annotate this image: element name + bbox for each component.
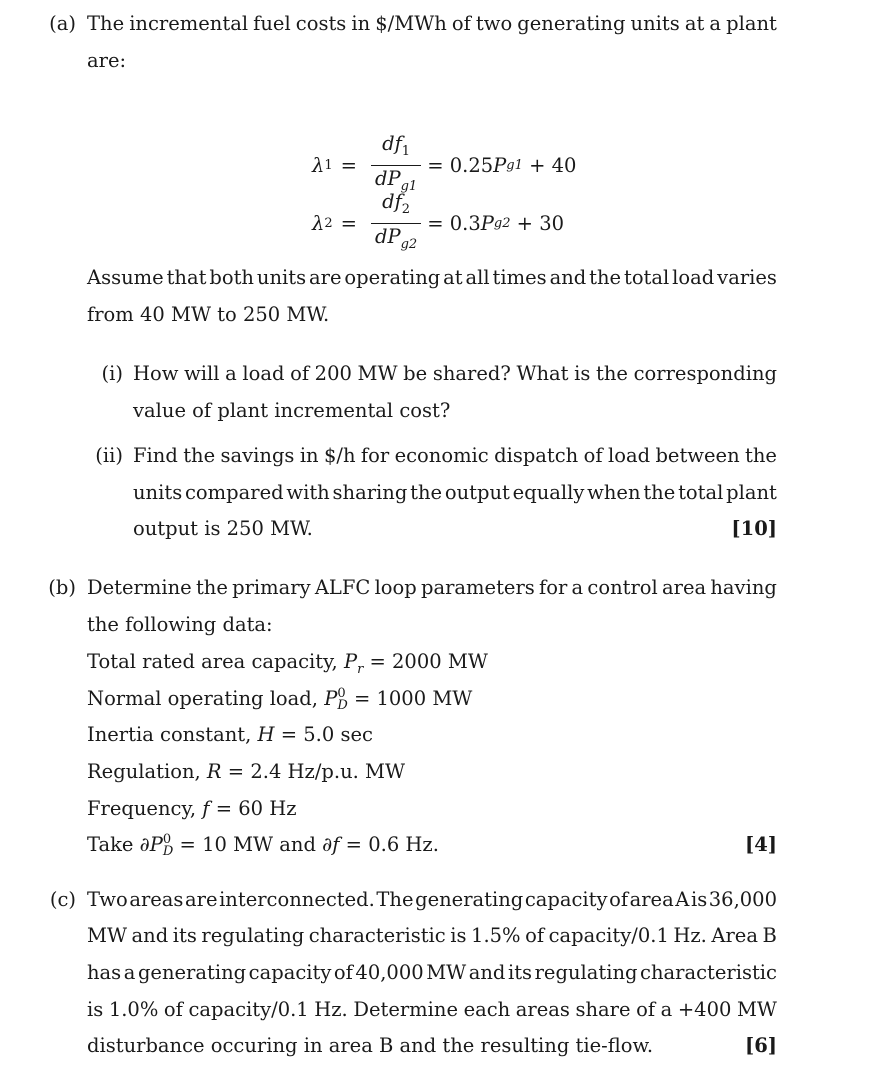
word: total — [678, 481, 724, 504]
word: characteristic — [640, 961, 777, 984]
word: MW — [736, 998, 777, 1021]
word: is — [690, 888, 708, 911]
part-b-label: (b) — [48, 576, 76, 599]
word: generating — [517, 12, 626, 35]
part-a-intro-line1 — [87, 12, 777, 35]
word: between — [655, 444, 740, 467]
part-a-assume-line2: from 40 MW to 250 MW. — [87, 303, 330, 326]
word: savings — [220, 444, 295, 467]
load-sub: D — [337, 697, 348, 713]
word: economic — [394, 444, 489, 467]
word: plant — [726, 12, 777, 35]
part-c-line4 — [87, 998, 777, 1021]
regulation-var: R — [206, 760, 222, 783]
word: a — [225, 362, 237, 385]
part-c-line1 — [87, 888, 777, 911]
eq1-equals: = — [340, 153, 357, 177]
take-var-p: P — [149, 833, 163, 856]
eq2-denominator: dP — [374, 224, 401, 248]
word: area — [662, 576, 707, 599]
word: that — [166, 266, 207, 289]
word: units — [630, 12, 680, 35]
word: regulating — [201, 924, 305, 947]
inertia-text: Inertia constant, — [87, 723, 252, 746]
word: load — [242, 362, 285, 385]
word: Assume — [87, 266, 164, 289]
word: its — [507, 961, 533, 984]
word: at — [684, 12, 705, 35]
word: The — [376, 888, 414, 911]
word: area — [629, 888, 674, 911]
word: 200 — [314, 362, 352, 385]
word: in — [351, 12, 371, 35]
word: incremental — [129, 12, 249, 35]
part-b-take — [87, 833, 439, 858]
word: are — [309, 266, 342, 289]
word: of — [163, 998, 183, 1021]
word: shared? — [432, 362, 511, 385]
word: characteristic — [308, 924, 446, 947]
word: at — [443, 266, 463, 289]
eq1-rhs-var: P — [493, 153, 507, 177]
word: the — [745, 444, 777, 467]
word: How — [133, 362, 179, 385]
eq2-rhs-sub: g2 — [493, 215, 511, 231]
word: B — [762, 924, 777, 947]
word: total — [623, 266, 670, 289]
part-c-line5: disturbance occuring in area B and the resulting tie-flow. — [87, 1034, 654, 1057]
part-a-i-line1 — [133, 362, 777, 385]
word: capacity — [248, 961, 332, 984]
eq1-lambda: λ — [312, 153, 325, 177]
load-text: Normal operating load, — [87, 687, 318, 710]
word: fuel — [253, 12, 291, 35]
take-text-c: = 0.6 Hz. — [345, 833, 439, 856]
word: generating — [137, 961, 247, 984]
word: ALFC — [314, 576, 371, 599]
word: interconnected. — [219, 888, 375, 911]
word: regulating — [534, 961, 638, 984]
word: $/MWh — [375, 12, 447, 35]
equation-lambda-2 — [312, 189, 565, 252]
eq2-equals: = — [340, 211, 357, 235]
capacity-text: Total rated area capacity, — [87, 650, 338, 673]
word: is — [87, 998, 104, 1021]
part-b-line2: the following data: — [87, 613, 273, 636]
part-a-marks: [10] — [731, 517, 777, 540]
word: 40,000 — [355, 961, 424, 984]
word: capacity/0.1 — [188, 998, 309, 1021]
word: The — [87, 12, 125, 35]
word: Area — [711, 924, 758, 947]
word: Hz. — [314, 998, 348, 1021]
take-var-f: f — [332, 833, 340, 856]
word: is — [574, 362, 591, 385]
word: each — [463, 998, 511, 1021]
word: dispatch — [494, 444, 579, 467]
word: has — [87, 961, 122, 984]
eq2-lambda: λ — [312, 211, 325, 235]
part-b-frequency — [87, 797, 297, 820]
word: is — [450, 924, 467, 947]
eq1-rhs-coefficient: = 0.25 — [427, 153, 494, 177]
take-text-a: Take ∂ — [87, 833, 150, 856]
word: both — [209, 266, 254, 289]
word: of — [290, 362, 310, 385]
word: units — [256, 266, 307, 289]
eq1-denominator-sub: g1 — [400, 178, 418, 194]
eq2-rhs-var: P — [480, 211, 494, 235]
word: its — [172, 924, 197, 947]
part-a-i-line2: value of plant incremental cost? — [133, 399, 451, 422]
word: the — [643, 481, 676, 504]
frequency-value: = 60 Hz — [215, 797, 297, 820]
word: areas — [129, 888, 184, 911]
word: a — [709, 12, 722, 35]
regulation-text: Regulation, — [87, 760, 201, 783]
eq1-lambda-sub: 1 — [324, 157, 333, 173]
word: $/h — [323, 444, 356, 467]
eq1-fraction — [371, 132, 421, 199]
word: are — [185, 888, 218, 911]
word: MW — [426, 961, 467, 984]
word: the — [195, 576, 228, 599]
word: the — [183, 444, 216, 467]
word: primary — [232, 576, 311, 599]
word: costs — [295, 12, 347, 35]
word: of — [636, 998, 656, 1021]
word: having — [710, 576, 777, 599]
word: of — [583, 444, 603, 467]
capacity-sub: r — [357, 661, 364, 677]
capacity-value: = 2000 MW — [369, 650, 488, 673]
part-b-marks: [4] — [744, 833, 777, 856]
word: What — [516, 362, 569, 385]
part-b-load — [87, 687, 472, 712]
word: a — [571, 576, 584, 599]
word: Find — [133, 444, 178, 467]
eq2-fraction — [371, 190, 421, 257]
word: the — [589, 266, 622, 289]
word: load — [607, 444, 651, 467]
part-b-inertia — [87, 723, 373, 746]
eq1-rhs-constant: + 40 — [529, 153, 577, 177]
part-a-intro-line2: are: — [87, 49, 127, 72]
word: load — [672, 266, 715, 289]
word: plant — [726, 481, 777, 504]
word: and — [131, 924, 169, 947]
word: for — [539, 576, 568, 599]
part-a-ii-label: (ii) — [95, 444, 123, 467]
part-a-ii-line2 — [133, 481, 777, 504]
part-c-marks: [6] — [744, 1034, 777, 1057]
part-c-line2 — [87, 924, 777, 947]
word: Determine — [353, 998, 459, 1021]
inertia-value: = 5.0 sec — [280, 723, 373, 746]
word: 1.0% — [108, 998, 159, 1021]
word: corresponding — [633, 362, 777, 385]
word: units — [133, 481, 183, 504]
word: Determine — [87, 576, 192, 599]
word: of — [451, 12, 471, 35]
eq2-lambda-sub: 2 — [324, 215, 333, 231]
word: of — [525, 924, 545, 947]
take-sub: D — [162, 843, 174, 859]
word: capacity/0.1 — [548, 924, 669, 947]
word: parameters — [421, 576, 535, 599]
word: 36,000 — [708, 888, 777, 911]
word: control — [587, 576, 658, 599]
word: capacity — [524, 888, 608, 911]
load-var: P — [324, 687, 338, 710]
eq1-denominator: dP — [374, 166, 401, 190]
word: for — [360, 444, 390, 467]
word: share — [575, 998, 631, 1021]
part-a-i-label: (i) — [101, 362, 123, 385]
word: two — [475, 12, 513, 35]
eq2-denominator-sub: g2 — [400, 236, 418, 252]
load-sup: 0 — [337, 685, 346, 701]
equation-lambda-1 — [312, 131, 577, 194]
word: with — [286, 481, 330, 504]
part-b-line1 — [87, 576, 777, 599]
eq2-numerator: df — [382, 189, 402, 213]
part-c-line3 — [87, 961, 777, 984]
word: all — [465, 266, 490, 289]
part-a-label: (a) — [49, 12, 76, 35]
word: operating — [344, 266, 441, 289]
eq2-rhs-coefficient: = 0.3 — [427, 211, 481, 235]
word: be — [403, 362, 428, 385]
word: will — [184, 362, 220, 385]
eq1-rhs-sub: g1 — [506, 157, 523, 173]
word: equally — [512, 481, 585, 504]
part-a-ii-line3: output is 250 MW. — [133, 517, 313, 540]
word: areas — [515, 998, 570, 1021]
take-sup: 0 — [162, 831, 172, 847]
eq1-numerator: df — [382, 131, 402, 155]
word: the — [410, 481, 443, 504]
word: sharing — [332, 481, 408, 504]
part-c-label: (c) — [49, 888, 76, 911]
word: of — [609, 888, 629, 911]
word: +400 — [677, 998, 732, 1021]
word: and — [549, 266, 587, 289]
eq1-numerator-sub: 1 — [401, 143, 411, 159]
capacity-var: P — [343, 650, 358, 673]
word: when — [587, 481, 641, 504]
word: output — [444, 481, 510, 504]
word: varies — [717, 266, 777, 289]
word: a — [660, 998, 673, 1021]
part-b-regulation — [87, 760, 405, 783]
word: Two — [87, 888, 128, 911]
load-value: = 1000 MW — [353, 687, 473, 710]
word: A — [675, 888, 690, 911]
word: MW — [357, 362, 398, 385]
part-a-ii-line1 — [133, 444, 777, 467]
frequency-text: Frequency, — [87, 797, 197, 820]
eq2-numerator-sub: 2 — [401, 201, 411, 217]
word: of — [333, 961, 353, 984]
word: 1.5% — [471, 924, 521, 947]
take-text-b: = 10 MW and ∂ — [179, 833, 333, 856]
frequency-var: f — [202, 797, 210, 820]
word: and — [468, 961, 506, 984]
word: compared — [185, 481, 284, 504]
word: the — [596, 362, 628, 385]
part-a-assume-line1 — [87, 266, 777, 289]
regulation-value: = 2.4 Hz/p.u. MW — [227, 760, 406, 783]
word: MW — [87, 924, 128, 947]
part-b-capacity — [87, 650, 488, 677]
word: in — [299, 444, 319, 467]
eq2-rhs-constant: + 30 — [516, 211, 565, 235]
word: generating — [415, 888, 524, 911]
inertia-var: H — [257, 723, 275, 746]
word: loop — [374, 576, 417, 599]
word: a — [123, 961, 136, 984]
word: times — [492, 266, 547, 289]
word: Hz. — [673, 924, 707, 947]
